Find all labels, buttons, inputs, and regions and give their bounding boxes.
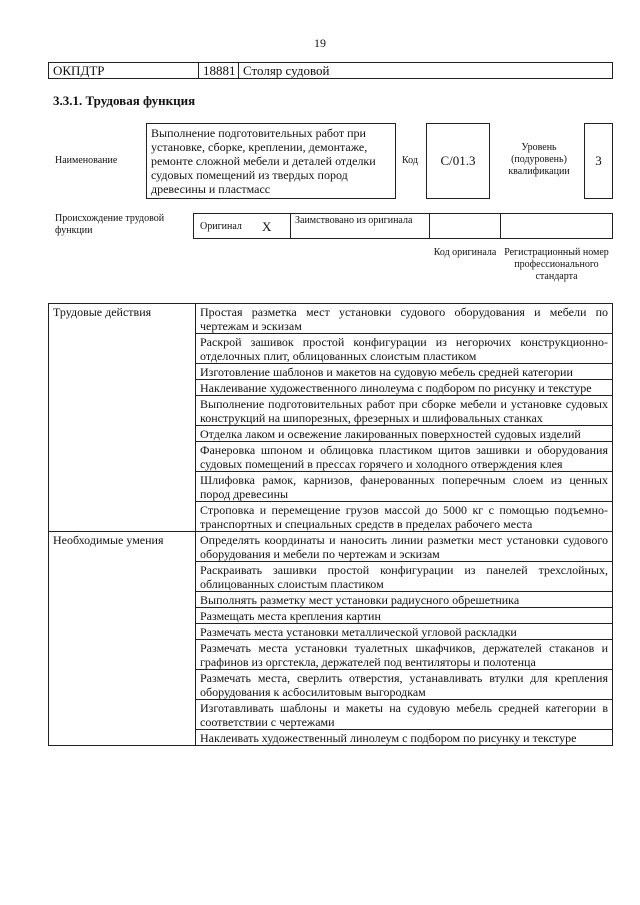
skill: Определять координаты и наносить линии разметки мест установки судового оборудования и мебели по чертежам и эскизам xyxy=(196,532,613,562)
okpdtr-name: Столяр судовой xyxy=(238,62,613,79)
labor-action: Наклеивание художественного линолеума с подбором по рисунку и текстуре xyxy=(196,380,613,396)
skill: Размечать места установки металлической угловой раскладки xyxy=(196,624,613,640)
labor-action: Изготовление шаблонов и макетов на судовую мебель средней категории xyxy=(196,364,613,380)
labor-action: Раскрой зашивок простой конфигурации из негорючих конструкционно-отделочных плит, облицованных слоистым пластиком xyxy=(196,334,613,364)
okpdtr-code: 18881 xyxy=(198,62,239,79)
labor-action: Отделка лаком и освежение лакированных поверхностей судовых изделий xyxy=(196,426,613,442)
origin-label: Происхождение трудовой функции xyxy=(55,213,165,236)
skill: Размечать места, сверлить отверстия, устанавливать втулки для крепления оборудования к асбосилитовым выгородкам xyxy=(196,670,613,700)
skill: Размечать места установки туалетных шкафчиков, держателей стаканов и графинов из оргстекла, держателей под вентиляторы и полотенца xyxy=(196,640,613,670)
page-number: 19 xyxy=(314,36,326,50)
level-value: 3 xyxy=(584,123,613,199)
skills-label: Необходимые умения xyxy=(49,532,196,746)
origin-original-cell xyxy=(193,213,291,239)
function-name: Выполнение подготовительных работ при установке, сборке, креплении, демонтаже, ремонте сложной мебели и деталей отделки судовых помещений из твердых пород древесины и пластмасс xyxy=(146,123,396,199)
code-original-label: Код оригинала xyxy=(433,247,497,258)
skill: Изготавливать шаблоны и макеты на судовую мебель средней категории в соответствии с чертежами xyxy=(196,700,613,730)
skill: Наклеивать художественный линолеум с подбором по рисунку и текстуре xyxy=(196,730,613,746)
borrowed-label: Заимствовано из оригинала xyxy=(290,213,430,239)
skill: Выполнять разметку мест установки радиусного обрешетника xyxy=(196,592,613,608)
reg-number-label: Регистрационный номер профессионального стандарта xyxy=(504,247,609,282)
skill: Раскраивать зашивки простой конфигурации из панелей трехслойных, облицованных слоистым пластиком xyxy=(196,562,613,592)
section-title: 3.3.1. Трудовая функция xyxy=(53,93,196,108)
skill: Размещать места крепления картин xyxy=(196,608,613,624)
labor-action: Строповка и перемещение грузов массой до 5000 кг с помощью подъемно-транспортных и специальных средств в пределах рабочего места xyxy=(196,502,613,532)
original-mark: Х xyxy=(262,219,272,234)
labor-actions-label: Трудовые действия xyxy=(49,304,196,532)
okpdtr-label: ОКПДТР xyxy=(48,62,199,79)
labor-action: Шлифовка рамок, карнизов, фанерованных поперечным слоем из ценных пород древесины xyxy=(196,472,613,502)
original-label: Оригинал xyxy=(200,221,242,232)
labor-action: Простая разметка мест установки судового оборудования и мебели по чертежам и эскизам xyxy=(196,304,613,334)
level-label: Уровень (подуровень) квалификации xyxy=(508,142,570,177)
function-code: С/01.3 xyxy=(426,123,490,199)
table-row xyxy=(49,532,613,562)
code-label: Код xyxy=(402,155,418,166)
name-label: Наименование xyxy=(55,155,118,166)
table-row xyxy=(49,304,613,334)
code-original-cell xyxy=(429,213,501,239)
reg-number-cell xyxy=(500,213,613,239)
labor-function-table xyxy=(48,303,613,746)
labor-action: Фанеровка шпоном и облицовка пластиком щитов зашивки и оборудования судовых помещений в прессах горячего и холодного отверждения клея xyxy=(196,442,613,472)
labor-action: Выполнение подготовительных работ при сборке мебели и установке судовых конструкций на шипорезных, фрезерных и шлифовальных станках xyxy=(196,396,613,426)
